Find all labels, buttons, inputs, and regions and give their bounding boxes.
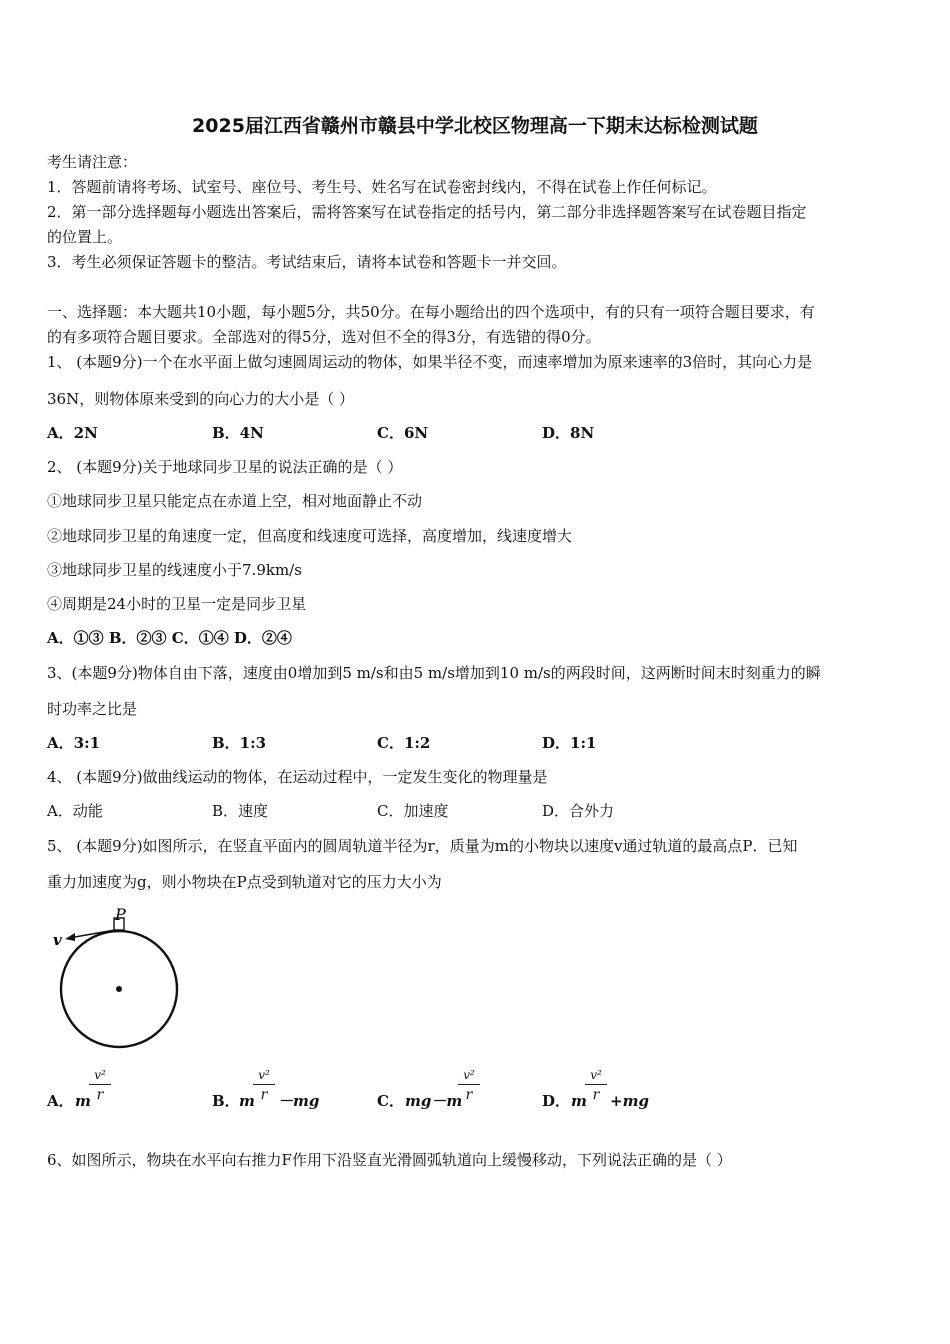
q5-option-c-label: C． xyxy=(377,1092,404,1110)
q3-option-c: C．1:2 xyxy=(377,734,431,752)
fraction-denominator: r xyxy=(465,1087,473,1103)
fraction-numerator: v² xyxy=(258,1068,270,1082)
velocity-arrowhead xyxy=(65,933,75,941)
q1-stem: 1、 (本题9分)一个在水平面上做匀速圆周运动的物体，如果半径不变，而速率增加为原来速率的3倍时，其向心力是 xyxy=(47,353,813,371)
q5-stem: 5、 (本题9分)如图所示，在竖直平面内的圆周轨道半径为r，质量为m的小物块以速度v通过轨道的最高点P．已知 xyxy=(47,837,798,855)
q5-option-a-fraction xyxy=(89,1068,111,1103)
notice-heading: 考生请注意： xyxy=(47,153,138,171)
fraction-bar xyxy=(585,1084,607,1085)
q5-option-d-label: D． xyxy=(542,1092,571,1110)
q5-option-c-fraction xyxy=(458,1068,480,1103)
q2-statement: ③地球同步卫星的线速度小于7.9km/s xyxy=(47,561,302,579)
velocity-label-v: v xyxy=(53,931,62,949)
fraction-bar xyxy=(89,1084,111,1085)
page-title: 2025届江西省赣州市赣县中学北校区物理高一下期末达标检测试题 xyxy=(192,115,758,137)
q5-option-d-fraction xyxy=(585,1068,607,1103)
fraction-bar xyxy=(458,1084,480,1085)
notice-item: 3．考生必须保证答题卡的整洁。考试结束后，请将本试卷和答题卡一并交回。 xyxy=(47,253,567,271)
q5-option-b-label: B． xyxy=(212,1092,240,1110)
q5-option-a-expr: m xyxy=(75,1092,91,1110)
q2-statement: ①地球同步卫星只能定点在赤道上空，相对地面静止不动 xyxy=(47,492,423,510)
q4-option-c: C．加速度 xyxy=(377,802,449,820)
q1-option-c: C．6N xyxy=(377,424,429,442)
q1-stem: 36N，则物体原来受到的向心力的大小是（ ） xyxy=(47,390,354,408)
fraction-numerator: v² xyxy=(463,1068,475,1082)
q5-circle-figure xyxy=(45,900,195,1055)
point-label-p: P xyxy=(115,905,126,924)
q1-option-d: D．8N xyxy=(542,424,595,442)
q5-option-a-label: A． xyxy=(47,1092,74,1110)
q4-stem: 4、 (本题9分)做曲线运动的物体，在运动过程中，一定发生变化的物理量是 xyxy=(47,768,548,786)
q1-option-b: B．4N xyxy=(212,424,264,442)
q5-option-b-expr: m xyxy=(239,1092,255,1110)
q5-option-b-fraction xyxy=(253,1068,275,1103)
q3-option-b: B．1:3 xyxy=(212,734,267,752)
section-instruction: 一、选择题：本大题共10小题，每小题5分，共50分。在每小题给出的四个选项中，有的只有一项符合题目要求，有 xyxy=(47,303,815,321)
q2-stem: 2、 (本题9分)关于地球同步卫星的说法正确的是（ ） xyxy=(47,458,403,476)
q1-option-a: A．2N xyxy=(47,424,98,442)
q5-option-d-tail: +mg xyxy=(610,1092,649,1110)
q5-option-d-expr: m xyxy=(571,1092,587,1110)
q6-stem: 6、如图所示，物块在水平向右推力F作用下沿竖直光滑圆弧轨道向上缓慢移动，下列说法正确的是（ ） xyxy=(47,1151,732,1169)
fraction-bar xyxy=(253,1084,275,1085)
q4-option-d: D．合外力 xyxy=(542,802,615,820)
notice-item: 1．答题前请将考场、试室号、座位号、考生号、姓名写在试卷密封线内，不得在试卷上作任何标记。 xyxy=(47,178,717,196)
q5-stem: 重力加速度为g，则小物块在P点受到轨道对它的压力大小为 xyxy=(47,873,442,891)
notice-item: 的位置上。 xyxy=(47,228,123,246)
fraction-denominator: r xyxy=(260,1087,268,1103)
fraction-numerator: v² xyxy=(94,1068,106,1082)
q3-stem: 3、(本题9分)物体自由下落，速度由0增加到5 m/s和由5 m/s增加到10 m/s的两段时间，这两断时间末时刻重力的瞬 xyxy=(47,664,821,682)
fraction-denominator: r xyxy=(592,1087,600,1103)
notice-item: 2．第一部分选择题每小题选出答案后，需将答案写在试卷指定的括号内，第二部分非选择题答案写在试卷题目指定 xyxy=(47,203,807,221)
q3-option-d: D．1:1 xyxy=(542,734,597,752)
q5-option-c-expr: mg－m xyxy=(405,1092,463,1110)
q3-option-a: A．3:1 xyxy=(47,734,101,752)
section-instruction: 的有多项符合题目要求。全部选对的得5分，选对但不全的得3分，有选错的得0分。 xyxy=(47,328,601,346)
q2-statement: ④周期是24小时的卫星一定是同步卫星 xyxy=(47,595,307,613)
center-dot xyxy=(116,986,122,992)
q4-option-b: B．速度 xyxy=(212,802,269,820)
fraction-numerator: v² xyxy=(590,1068,602,1082)
q3-stem: 时功率之比是 xyxy=(47,700,138,718)
q2-options: A．①③ B．②③ C．①④ D．②④ xyxy=(47,629,292,647)
q4-option-a: A．动能 xyxy=(47,802,103,820)
q2-statement: ②地球同步卫星的角速度一定，但高度和线速度可选择，高度增加，线速度增大 xyxy=(47,527,573,545)
fraction-denominator: r xyxy=(96,1087,104,1103)
q5-option-b-tail: －mg xyxy=(278,1092,320,1110)
